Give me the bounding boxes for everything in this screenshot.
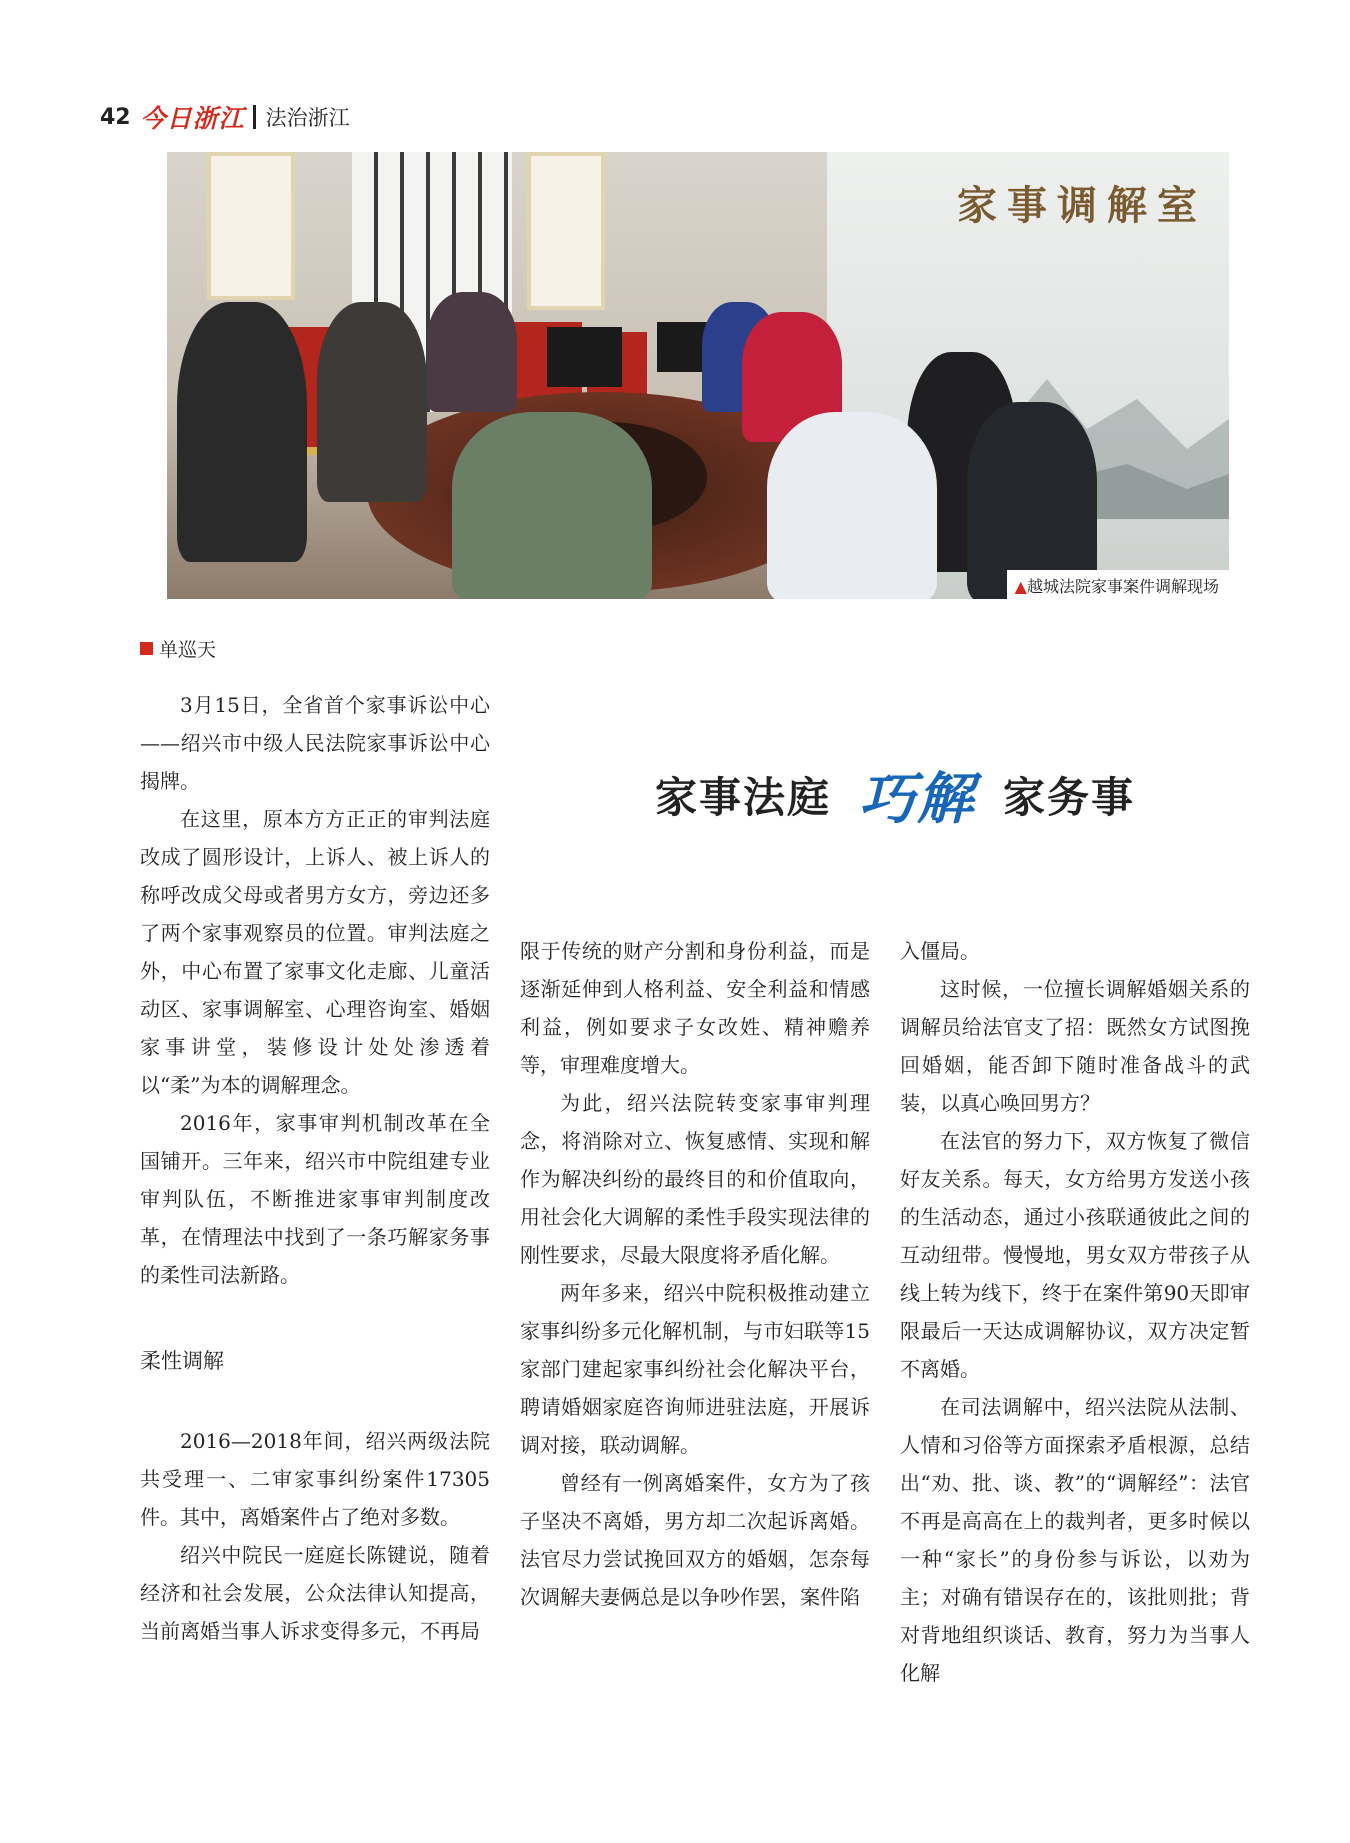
paragraph: 两年多来，绍兴中院积极推动建立家事纠纷多元化解机制，与市妇联等15家部门建起家事纠纷社会化解决平台，聘请婚姻家庭咨询师进驻法庭，开展诉调对接，联动调解。: [520, 1281, 870, 1457]
title-part2: 家务事: [1003, 773, 1136, 822]
paragraph: 2016年，家事审判机制改革在全国铺开。三年来，绍兴市中院组建专业审判队伍，不断推进家事审判制度改革，在情理法中找到了一条巧解家务事的柔性司法新路。: [140, 1111, 490, 1287]
paragraph: 绍兴中院民一庭庭长陈键说，随着经济和社会发展，公众法律认知提高，当前离婚当事人诉求变得多元，不再局: [140, 1543, 490, 1643]
paragraph: 限于传统的财产分割和身份利益，而是逐渐延伸到人格利益、安全利益和情感利益，例如要求子女改姓、精神赡养等，审理难度增大。: [520, 939, 870, 1077]
paragraph: 3月15日，全省首个家事诉讼中心——绍兴市中级人民法院家事诉讼中心揭牌。: [140, 693, 490, 793]
triangle-icon: ▲: [1014, 577, 1027, 596]
header-divider: [253, 105, 256, 129]
column-2: [520, 932, 870, 1616]
square-icon: [140, 642, 153, 655]
printer: [547, 327, 622, 387]
room-sign: 家事调解室: [957, 182, 1207, 229]
person: [767, 412, 937, 599]
paragraph: 2016—2018年间，绍兴两级法院共受理一、二审家事纠纷案件17305件。其中，离婚案件占了绝对多数。: [140, 1429, 490, 1529]
person: [317, 302, 427, 502]
paragraph: 在司法调解中，绍兴法院从法制、人情和习俗等方面探索矛盾根源，总结出“劝、批、谈、教”的“调解经”：法官不再是高高在上的裁判者，更多时候以一种“家长”的身份参与诉讼，以劝为主；对确有错误存在的，该批则批；背对背地组织谈话、教育，努力为当事人化解: [900, 1395, 1250, 1685]
column-1-lower: [140, 1422, 490, 1650]
calligraphy-scroll: [207, 152, 295, 300]
section-name: 法治浙江: [265, 106, 350, 130]
paragraph: 入僵局。: [900, 939, 980, 963]
mediation-room-photo: [167, 152, 1229, 599]
column-3: [900, 932, 1250, 1692]
column-1: [140, 686, 490, 1294]
paragraph: 在这里，原本方方正正的审判法庭改成了圆形设计，上诉人、被上诉人的称呼改成父母或者男方女方，旁边还多了两个家事观察员的位置。审判法庭之外，中心布置了家事文化走廊、儿童活动区、家事调解室、心理咨询室、婚姻家事讲堂，装修设计处处渗透着以“柔”为本的调解理念。: [140, 807, 490, 1097]
person: [177, 302, 307, 562]
paragraph: 在法官的努力下，双方恢复了微信好友关系。每天，女方给男方发送小孩的生活动态，通过小孩联通彼此之间的互动纽带。慢慢地，男女双方带孩子从线上转为线下，终于在案件第90天即审限最后一天达成调解协议，双方决定暂不离婚。: [900, 1129, 1250, 1381]
magazine-logo: 今日浙江: [140, 104, 245, 133]
page-header: [100, 100, 350, 134]
title-highlight: 巧解: [859, 767, 976, 832]
photo-caption: [1007, 570, 1229, 599]
paragraph: 曾经有一例离婚案件，女方为了孩子坚决不离婚，男方却二次起诉离婚。法官尽力尝试挽回双方的婚姻，怎奈每次调解夫妻俩总是以争吵作罢，案件陷: [520, 1471, 870, 1609]
person: [452, 412, 652, 599]
title-part1: 家事法庭: [655, 773, 832, 822]
paragraph: 为此，绍兴法院转变家事审判理念，将消除对立、恢复感情、实现和解作为解决纠纷的最终目的和价值取向，用社会化大调解的柔性手段实现法律的刚性要求，尽最大限度将矛盾化解。: [520, 1091, 870, 1267]
author-name: 单巡天: [159, 639, 217, 661]
subheading: 柔性调解: [140, 1349, 224, 1373]
calligraphy-scroll: [527, 152, 605, 310]
caption-text: 越城法院家事案件调解现场: [1026, 577, 1219, 596]
paragraph: 这时候，一位擅长调解婚姻关系的调解员给法官支了招：既然女方试图挽回婚姻，能否卸下随时准备战斗的武装，以真心唤回男方？: [900, 977, 1250, 1115]
page-number: 42: [100, 104, 131, 130]
article-title: [655, 755, 1135, 835]
person: [427, 292, 517, 412]
author-byline: [140, 635, 216, 662]
